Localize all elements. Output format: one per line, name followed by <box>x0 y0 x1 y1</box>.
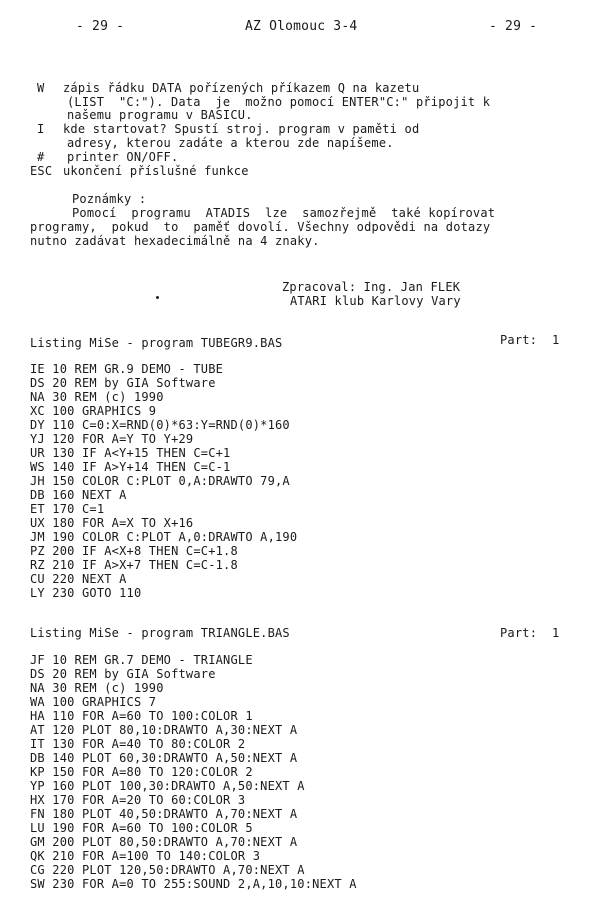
command-w-line-3: našemu programu v BASICU. <box>67 108 253 122</box>
code-line: WA 100 GRAPHICS 7 <box>30 695 157 709</box>
code-line: DS 20 REM by GIA Software <box>30 376 216 390</box>
code-line: DY 110 C=0:X=RND(0)*63:Y=RND(0)*160 <box>30 418 290 432</box>
command-i-line-2: adresy, kterou zadáte a kterou zde napíšeme. <box>67 136 394 150</box>
code-line: NA 30 REM (c) 1990 <box>30 681 164 695</box>
notes-line-1: Pomocí programu ATADIS lze samozřejmě také kopírovat <box>72 206 496 220</box>
code-line: PZ 200 IF A<X+8 THEN C=C+1.8 <box>30 544 238 558</box>
code-line: ET 170 C=1 <box>30 502 105 516</box>
command-esc-line-1: ukončení příslušné funkce <box>63 164 249 178</box>
command-i-line-1: kde startovat? Spustí stroj. program v paměti od <box>63 122 420 136</box>
command-key-hash: # <box>37 150 45 164</box>
code-line: DB 160 NEXT A <box>30 488 127 502</box>
code-line: QK 210 FOR A=100 TO 140:COLOR 3 <box>30 849 261 863</box>
code-line: SW 230 FOR A=0 TO 255:SOUND 2,A,10,10:NEXT A <box>30 877 357 891</box>
command-key-i: I <box>37 122 45 136</box>
code-line: UR 130 IF A<Y+15 THEN C=C+1 <box>30 446 231 460</box>
code-line: XC 100 GRAPHICS 9 <box>30 404 157 418</box>
code-line: HX 170 FOR A=20 TO 60:COLOR 3 <box>30 793 246 807</box>
code-line: CU 220 NEXT A <box>30 572 127 586</box>
page-number-left: - 29 - <box>76 19 125 34</box>
code-line: IE 10 REM GR.9 DEMO - TUBE <box>30 362 224 376</box>
code-line: IT 130 FOR A=40 TO 80:COLOR 2 <box>30 737 246 751</box>
command-w-line-1: zápis řádku DATA pořízených příkazem Q na kazetu <box>63 81 420 95</box>
code-line: LU 190 FOR A=60 TO 100:COLOR 5 <box>30 821 253 835</box>
listing-title: Listing MiSe - program TRIANGLE.BAS <box>30 626 290 640</box>
code-line: JH 150 COLOR C:PLOT 0,A:DRAWTO 79,A <box>30 474 290 488</box>
code-line: WS 140 IF A>Y+14 THEN C=C-1 <box>30 460 231 474</box>
listing-part: Part: 1 <box>500 626 560 640</box>
notes-line-3: nutno zadávat hexadecimálně na 4 znaky. <box>30 234 320 248</box>
code-line: DB 140 PLOT 60,30:DRAWTO A,50:NEXT A <box>30 751 298 765</box>
code-line: AT 120 PLOT 80,10:DRAWTO A,30:NEXT A <box>30 723 298 737</box>
code-line: GM 200 PLOT 80,50:DRAWTO A,70:NEXT A <box>30 835 298 849</box>
speck-mark <box>156 296 159 299</box>
code-line: FN 180 PLOT 40,50:DRAWTO A,70:NEXT A <box>30 807 298 821</box>
code-line: HA 110 FOR A=60 TO 100:COLOR 1 <box>30 709 253 723</box>
credit-club: ATARI klub Karlovy Vary <box>290 294 461 308</box>
command-w-line-2: (LIST "C:"). Data je možno pomocí ENTER"C:" připojit k <box>67 95 491 109</box>
command-hash-line-1: printer ON/OFF. <box>67 150 179 164</box>
notes-heading: Poznámky : <box>72 192 147 206</box>
code-line: NA 30 REM (c) 1990 <box>30 390 164 404</box>
code-line: DS 20 REM by GIA Software <box>30 667 216 681</box>
page-number-right: - 29 - <box>489 19 538 34</box>
notes-line-2: programy, pokud to paměť dovolí. Všechny odpovědi na dotazy <box>30 220 491 234</box>
code-line: YP 160 PLOT 100,30:DRAWTO A,50:NEXT A <box>30 779 305 793</box>
code-line: RZ 210 IF A>X+7 THEN C=C-1.8 <box>30 558 238 572</box>
credit-author: Zpracoval: Ing. Jan FLEK <box>282 280 461 294</box>
listing-part: Part: 1 <box>500 333 560 347</box>
code-line: YJ 120 FOR A=Y TO Y+29 <box>30 432 194 446</box>
code-line: LY 230 GOTO 110 <box>30 586 142 600</box>
command-key-esc: ESC <box>30 164 53 178</box>
command-key-w: W <box>37 81 45 95</box>
listing-title: Listing MiSe - program TUBEGR9.BAS <box>30 336 283 350</box>
code-line: JF 10 REM GR.7 DEMO - TRIANGLE <box>30 653 253 667</box>
code-line: KP 150 FOR A=80 TO 120:COLOR 2 <box>30 765 253 779</box>
page-title: AZ Olomouc 3-4 <box>245 19 358 34</box>
code-line: UX 180 FOR A=X TO X+16 <box>30 516 194 530</box>
code-line: CG 220 PLOT 120,50:DRAWTO A,70:NEXT A <box>30 863 305 877</box>
code-line: JM 190 COLOR C:PLOT A,0:DRAWTO A,190 <box>30 530 298 544</box>
